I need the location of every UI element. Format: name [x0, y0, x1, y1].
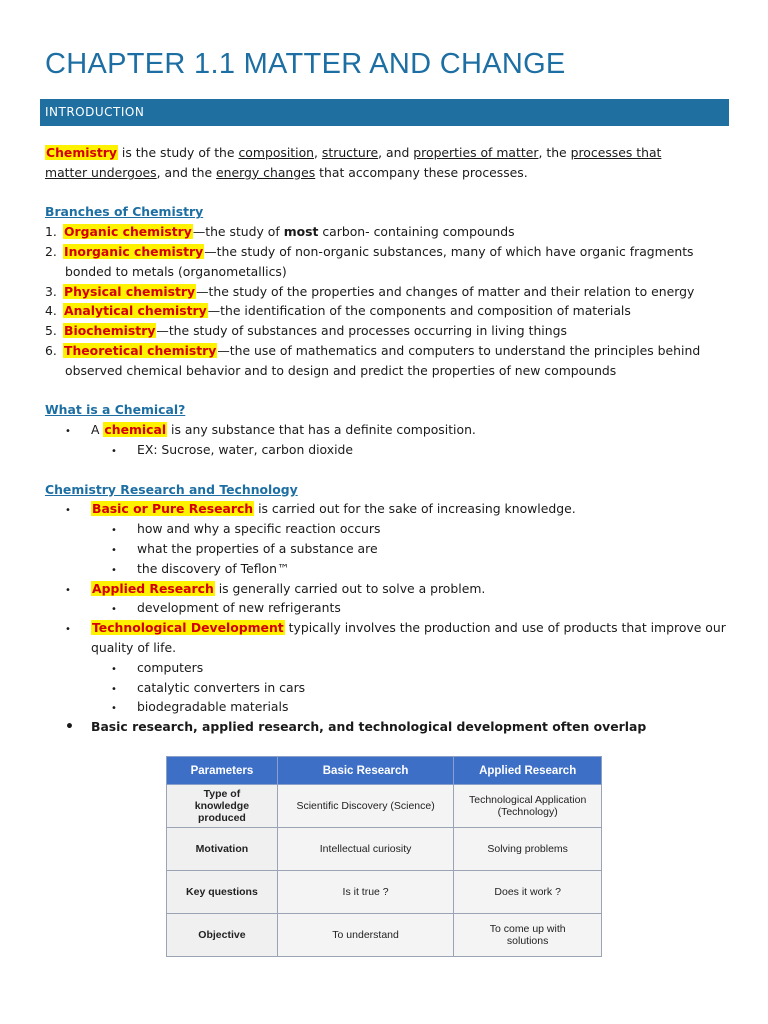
table-row [167, 871, 602, 914]
table-cell: Intellectual curiosity [277, 828, 453, 871]
branch-desc: carbon- containing compounds [318, 224, 515, 240]
bullet-icon: • [111, 445, 117, 457]
bullet-icon: • [111, 525, 117, 537]
basic-research-term: Basic or Pure Research [92, 501, 254, 517]
table-cell: Is it true ? [277, 871, 453, 914]
sub-bullet [45, 559, 735, 579]
table-cell: Technological Application (Technology) [454, 785, 602, 828]
intro-text: , and [378, 145, 414, 160]
research-heading: Chemistry Research and Technology [45, 481, 298, 497]
branch-term: Organic chemistry [64, 224, 192, 240]
sub-bullet [45, 519, 735, 539]
bullet-icon: • [65, 505, 71, 517]
table-cell: To understand [277, 914, 453, 957]
bullet-icon: • [65, 624, 71, 636]
chemical-heading-line [45, 400, 735, 420]
chemical-text: A [91, 422, 104, 438]
tech-development-cont: quality of life. [91, 639, 177, 655]
research-desc: is generally carried out to solve a problem. [214, 580, 486, 596]
branch-desc: —the study of [192, 224, 284, 240]
table-header-row [167, 757, 602, 785]
intro-underline: processes that [570, 145, 662, 160]
intro-underline: structure [321, 145, 379, 160]
sub-bullet [45, 539, 735, 559]
overlap-text: Basic research, applied research, and technological development often overlap [91, 719, 647, 735]
intro-underline: properties of matter [413, 145, 539, 160]
applied-research-bullet [45, 579, 735, 599]
chemical-heading: What is a Chemical? [45, 402, 186, 418]
intro-text: , [314, 145, 322, 160]
chemical-bullet [45, 420, 735, 440]
overlap-bullet [45, 717, 735, 737]
sub-bullet [45, 697, 735, 717]
branches-heading: Branches of Chemistry [45, 204, 204, 220]
research-heading-line [45, 480, 735, 500]
table-cell: Solving problems [454, 828, 602, 871]
branch-num: 1. [45, 224, 57, 240]
comparison-table [166, 756, 602, 957]
branch-item-cont: observed chemical behavior and to design and predict the properties of new compounds [65, 362, 617, 378]
branch-term: Analytical chemistry [64, 303, 207, 319]
table-cell: Motivation [167, 828, 278, 871]
chemistry-term: Chemistry [46, 145, 117, 160]
intro-line-1 [45, 143, 735, 163]
table-cell: Key questions [167, 871, 278, 914]
sub-bullet [45, 658, 735, 678]
table-cell: To come up with solutions [454, 914, 602, 957]
branch-desc: —the identification of the components and composition of materials [207, 303, 631, 319]
intro-text: that accompany these processes. [315, 164, 528, 180]
branch-desc: —the study of non-organic substances, many of which have organic fragments [204, 243, 694, 259]
branch-term: Theoretical chemistry [64, 342, 217, 358]
bullet-icon: • [65, 719, 74, 736]
tech-development-term: Technological Development [92, 620, 284, 636]
sub-bullet-text: computers [137, 659, 204, 675]
chapter-title: CHAPTER 1.1 MATTER AND CHANGE [45, 48, 566, 80]
branch-item [45, 222, 735, 242]
sub-bullet-text: the discovery of Teflon™ [137, 560, 290, 576]
intro-text: is the study of the [117, 145, 239, 160]
intro-underline: composition [238, 145, 315, 160]
branch-num: 6. [45, 342, 57, 358]
branch-desc: —the use of mathematics and computers to understand the principles behind [217, 342, 701, 358]
branch-item [45, 282, 735, 302]
sub-bullet-text: what the properties of a substance are [137, 540, 378, 556]
table-row [167, 785, 602, 828]
table-row [167, 828, 602, 871]
branch-item [45, 321, 735, 341]
research-desc: typically involves the production and use of products that improve our [284, 620, 726, 636]
branch-item [45, 242, 735, 262]
bullet-icon: • [111, 544, 117, 556]
sub-bullet [45, 598, 735, 618]
intro-line-2 [45, 163, 735, 183]
table-row [167, 914, 602, 957]
sub-bullet-text: biodegradable materials [137, 699, 289, 715]
branch-desc: —the study of the properties and changes of matter and their relation to energy [196, 283, 695, 299]
table-header: Basic Research [277, 757, 453, 785]
branch-item [45, 301, 735, 321]
document-body [45, 143, 735, 737]
intro-text: , and the [156, 164, 217, 180]
chemical-term: chemical [104, 422, 167, 438]
intro-underline: energy changes [216, 164, 316, 180]
basic-research-bullet [45, 499, 735, 519]
sub-bullet-text: how and why a specific reaction occurs [137, 521, 381, 537]
branch-num: 4. [45, 303, 57, 319]
branch-item-cont: bonded to metals (organometallics) [65, 263, 287, 279]
table-cell: Objective [167, 914, 278, 957]
bullet-icon: • [111, 663, 117, 675]
branch-term: Biochemistry [64, 323, 156, 339]
branch-num: 5. [45, 323, 57, 339]
bullet-icon: • [111, 604, 117, 616]
research-desc: is carried out for the sake of increasing knowledge. [254, 501, 576, 517]
bullet-icon: • [111, 703, 117, 715]
branch-desc: —the study of substances and processes occurring in living things [156, 323, 567, 339]
tech-development-bullet [45, 618, 735, 638]
example-text: EX: Sucrose, water, carbon dioxide [137, 441, 354, 457]
branches-heading-line [45, 202, 735, 222]
chemical-text: is any substance that has a definite composition. [167, 422, 476, 438]
bullet-icon: • [111, 564, 117, 576]
branch-strong: most [283, 224, 319, 240]
sub-bullet-text: catalytic converters in cars [137, 679, 306, 695]
bullet-icon: • [111, 683, 117, 695]
branch-num: 3. [45, 283, 57, 299]
branch-term: Inorganic chemistry [64, 243, 204, 259]
section-band: INTRODUCTION [40, 99, 729, 126]
chemical-example [45, 440, 735, 460]
branch-num: 2. [45, 243, 57, 259]
branch-term: Physical chemistry [64, 283, 196, 299]
table-header: Parameters [167, 757, 278, 785]
table-cell: Scientific Discovery (Science) [277, 785, 453, 828]
intro-text: , the [538, 145, 571, 160]
sub-bullet-text: development of new refrigerants [137, 600, 341, 616]
bullet-icon: • [65, 426, 71, 438]
applied-research-term: Applied Research [92, 580, 214, 596]
table-cell: Type of knowledge produced [167, 785, 278, 828]
intro-underline: matter undergoes [45, 164, 157, 180]
bullet-icon: • [65, 584, 71, 596]
table-header: Applied Research [454, 757, 602, 785]
branch-item [45, 341, 735, 361]
sub-bullet [45, 678, 735, 698]
table-cell: Does it work ? [454, 871, 602, 914]
